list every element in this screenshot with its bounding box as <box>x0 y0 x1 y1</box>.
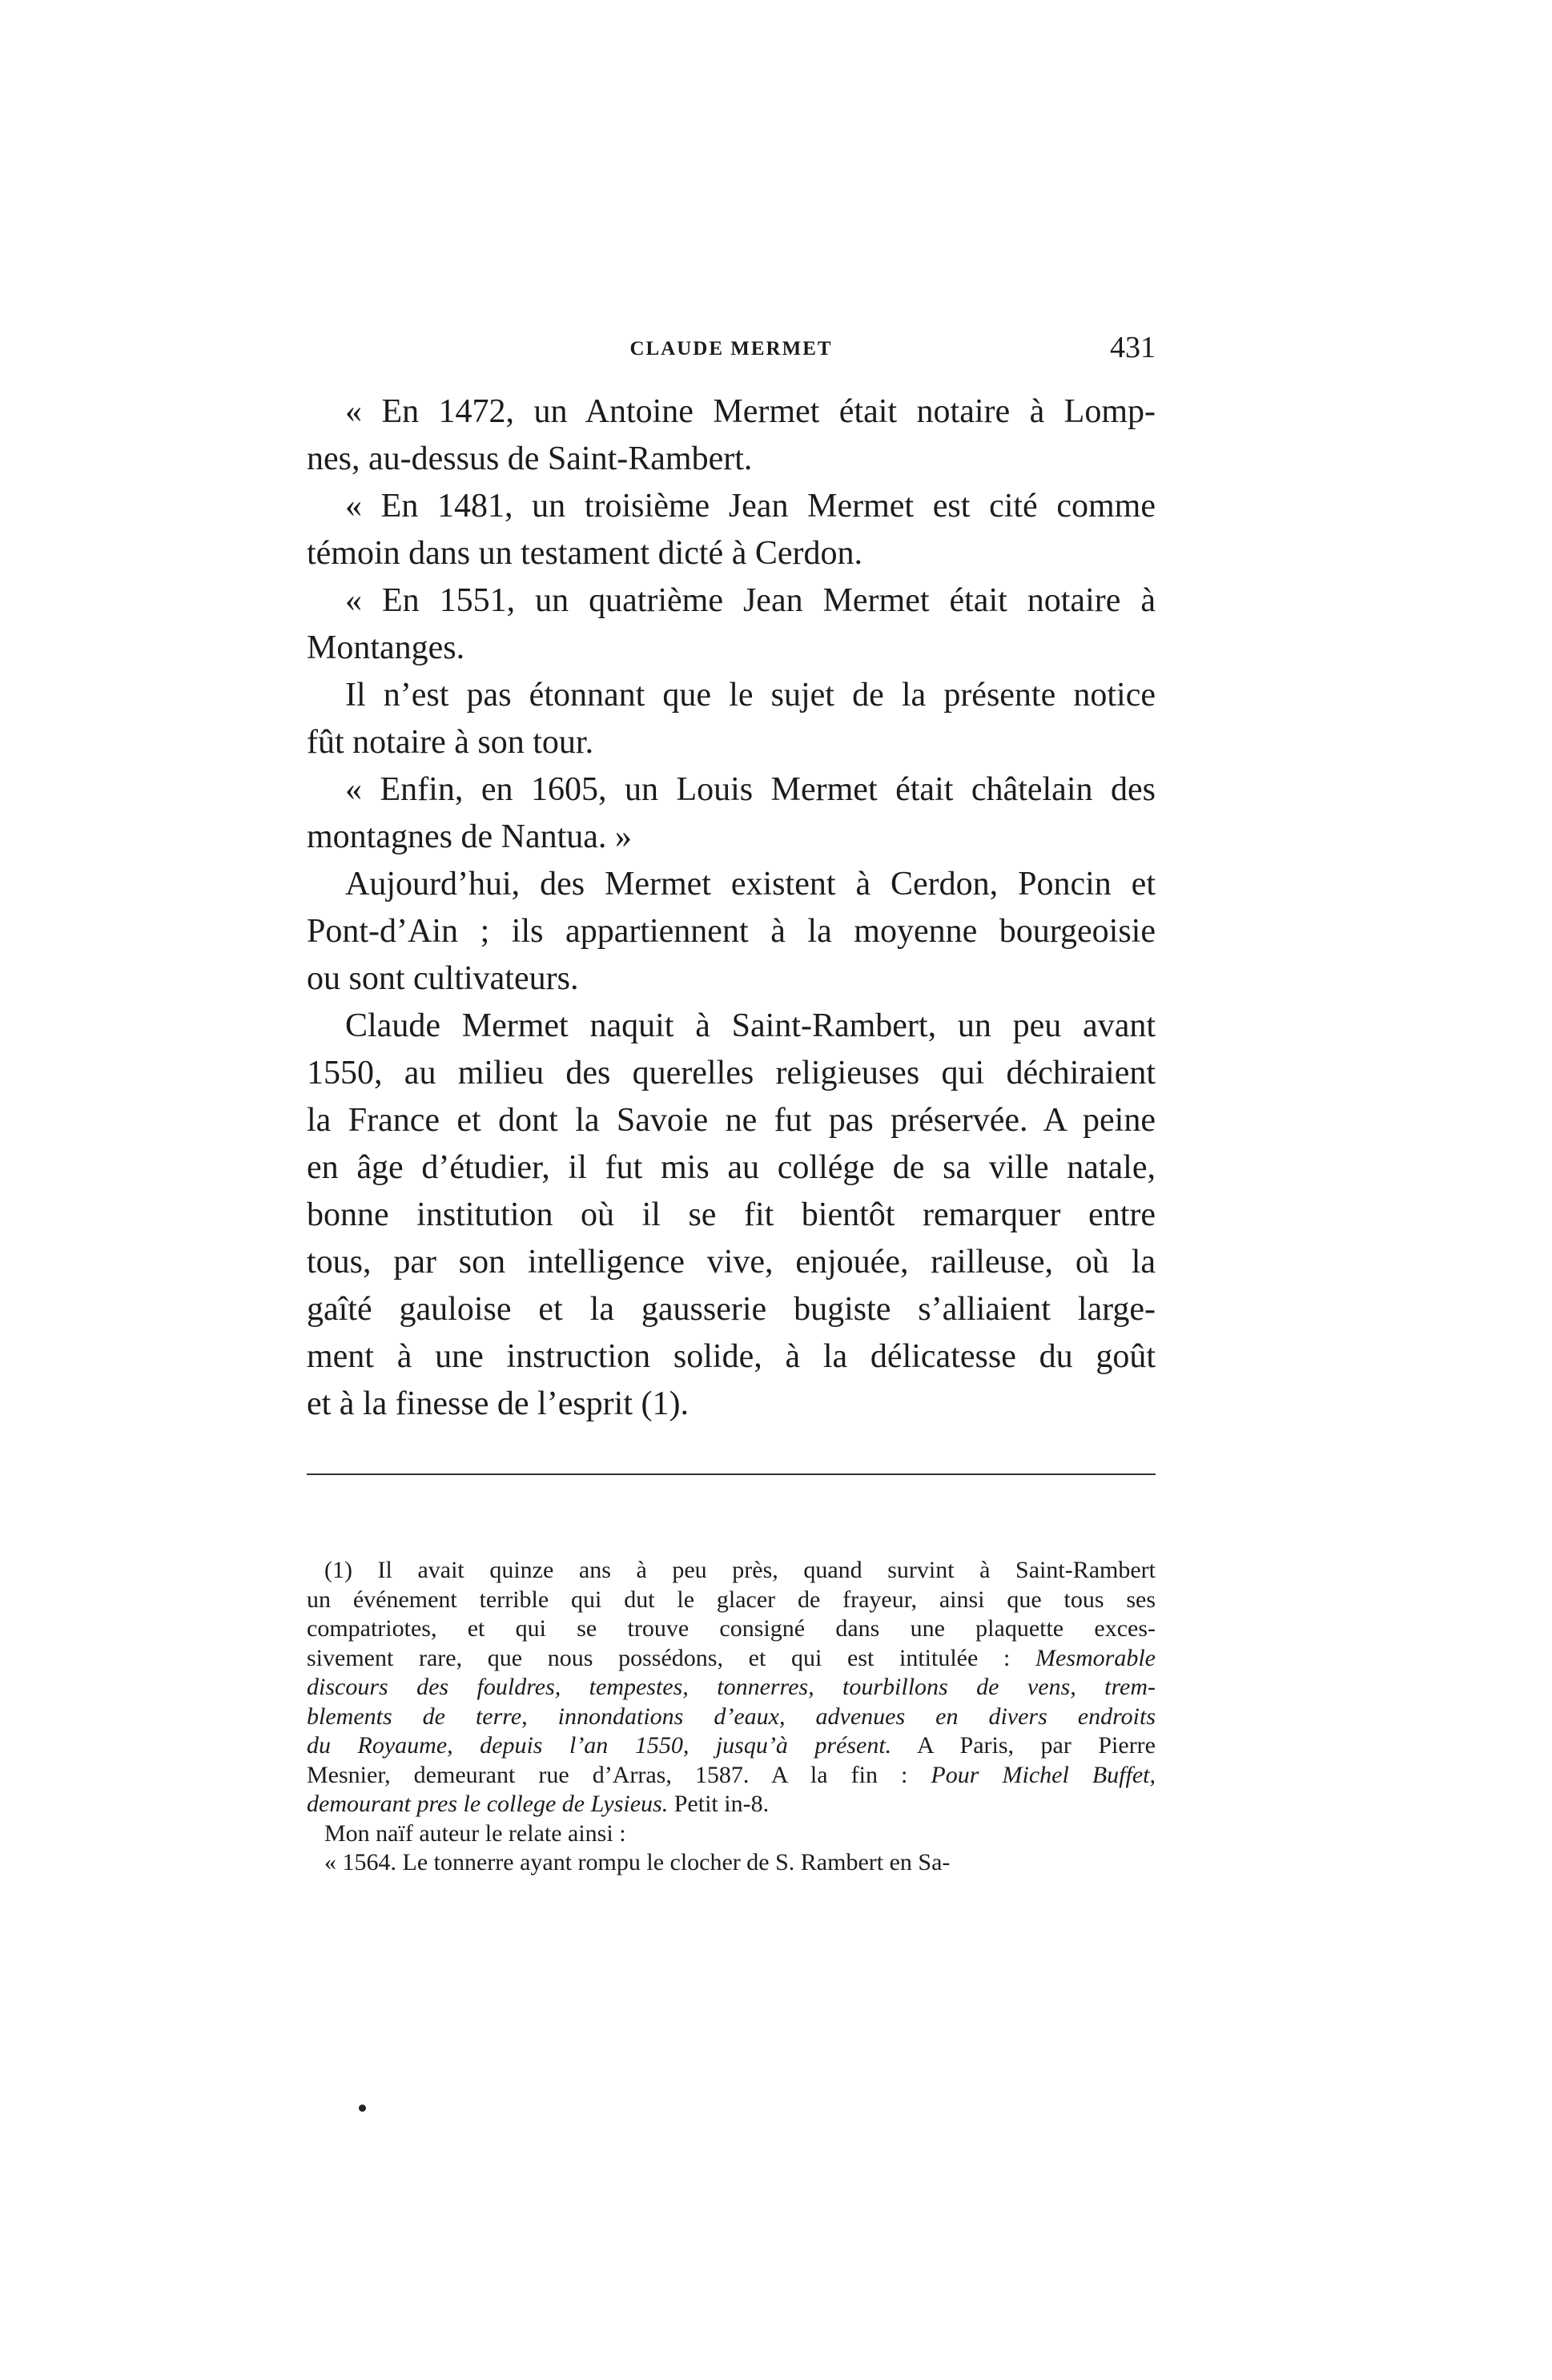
body-text <box>307 388 1156 1428</box>
footnote-line <box>307 1644 1156 1674</box>
footnote-line: un événement terrible qui dut le glacer de frayeur, ainsi que tous ses <box>307 1586 1156 1613</box>
text-line: et à la finesse de l’esprit (1). <box>307 1385 689 1422</box>
text-line: gaîté gauloise et la gausserie bugiste s’alliaient large- <box>307 1291 1156 1328</box>
footnote-line: Mon naïf auteur le relate ainsi : <box>324 1819 626 1847</box>
text-line: Il n’est pas étonnant que le sujet de la présente notice <box>345 677 1156 714</box>
text-line: Pont-d’Ain ; ils appartiennent à la moyenne bourgeoisie <box>307 913 1156 950</box>
text-line: témoin dans un testament dicté à Cerdon. <box>307 535 862 572</box>
text-line: montagnes de Nantua. » <box>307 818 632 855</box>
text-line: Aujourd’hui, des Mermet existent à Cerdon, Poncin et <box>345 866 1156 903</box>
footnote <box>307 1556 1156 1878</box>
footnote-text: sivement rare, que nous possédons, et qui est intitulée : <box>307 1644 1036 1671</box>
page-number: 431 <box>1110 331 1156 364</box>
text-line: « En 1551, un quatrième Jean Mermet était notaire à <box>345 582 1156 619</box>
book-title: du Royaume, depuis l’an 1550, jusqu’à présent. <box>307 1732 892 1759</box>
text-line: tous, par son intelligence vive, enjouée, railleuse, où la <box>307 1244 1156 1280</box>
footnote-text: Mesnier, demeurant rue d’Arras, 1587. A la fin : <box>307 1761 931 1788</box>
footnote-line <box>307 1790 1156 1819</box>
text-line: nes, au-dessus de Saint-Rambert. <box>307 440 753 477</box>
text-line: en âge d’étudier, il fut mis au collége de sa ville natale, <box>307 1149 1156 1186</box>
ink-spot <box>359 2105 366 2112</box>
footnote-line <box>307 1761 1156 1791</box>
text-line: « Enfin, en 1605, un Louis Mermet était châtelain des <box>345 771 1156 808</box>
running-title: CLAUDE MERMET <box>629 338 833 360</box>
book-title: Mesmorable <box>1035 1644 1156 1671</box>
publisher-address: demourant pres le college de Lysieus. <box>307 1791 669 1817</box>
text-line: « En 1472, un Antoine Mermet était notaire à Lomp- <box>345 393 1156 430</box>
footnote-line: compatriotes, et qui se trouve consigné dans une plaquette exces- <box>307 1615 1156 1642</box>
publisher-name: Pour Michel Buffet, <box>931 1761 1156 1788</box>
footnote-line: (1) Il avait quinze ans à peu près, quand survint à Saint-Rambert <box>324 1557 1156 1583</box>
text-line: Claude Mermet naquit à Saint-Rambert, un peu avant <box>345 1007 1156 1044</box>
text-line: ment à une instruction solide, à la délicatesse du goût <box>307 1338 1156 1375</box>
footnote-line <box>307 1731 1156 1761</box>
text-line: bonne institution où il se fit bientôt remarquer entre <box>307 1196 1156 1233</box>
text-line: la France et dont la Savoie ne fut pas préservée. A peine <box>307 1102 1156 1139</box>
page-header <box>307 330 1156 378</box>
footnote-divider <box>307 1473 1156 1475</box>
footnote-text: A Paris, par Pierre <box>891 1732 1156 1759</box>
text-line: Montanges. <box>307 629 465 666</box>
text-line: fût notaire à son tour. <box>307 724 594 761</box>
text-line: ou sont cultivateurs. <box>307 960 579 997</box>
book-title-line: discours des fouldres, tempestes, tonnerres, tourbillons de vens, trem- <box>307 1674 1156 1700</box>
text-line: 1550, au milieu des querelles religieuses qui déchiraient <box>307 1055 1156 1092</box>
footnote-line: « 1564. Le tonnerre ayant rompu le clocher de S. Rambert en Sa- <box>324 1849 951 1875</box>
footnote-text: Petit in-8. <box>668 1791 770 1817</box>
book-title-line: blements de terre, innondations d’eaux, advenues en divers endroits <box>307 1703 1156 1730</box>
text-line: « En 1481, un troisième Jean Mermet est cité comme <box>345 488 1156 525</box>
